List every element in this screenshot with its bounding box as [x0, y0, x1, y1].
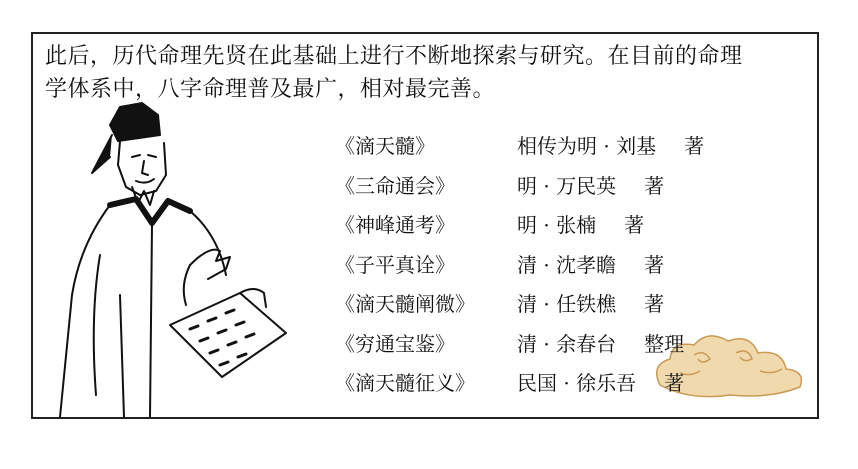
- list-item: [335, 283, 704, 323]
- book-role: 著: [644, 173, 665, 198]
- intro-line-1: 此后，历代命理先贤在此基础上进行不断地探索与研究。在目前的命理: [45, 44, 743, 69]
- book-title: 《三命通会》: [335, 173, 455, 198]
- book-author: 清 · 任铁樵: [517, 292, 617, 317]
- list-item: [335, 204, 704, 244]
- book-author: 民国 · 徐乐吾: [517, 371, 637, 396]
- list-item: [335, 244, 704, 284]
- book-role: 著: [644, 292, 665, 317]
- book-title: 《滴天髓阐微》: [335, 292, 475, 317]
- list-item: [335, 362, 704, 402]
- book-author: 清 · 余春台: [517, 331, 617, 356]
- list-item: [335, 323, 704, 363]
- book-title: 《穷通宝鉴》: [335, 331, 455, 356]
- book-title: 《子平真诠》: [335, 252, 455, 277]
- book-author: 明 · 万民英: [517, 173, 617, 198]
- list-item: [335, 125, 704, 165]
- scholar-illustration: [40, 95, 300, 417]
- book-title: 《滴天髓征义》: [335, 371, 475, 396]
- intro-line-2: 学体系中，八字命理普及最广，相对最完善。: [45, 77, 496, 102]
- book-role: 著: [684, 134, 705, 159]
- book-role: 著: [644, 252, 665, 277]
- classic-books-list: [335, 125, 704, 402]
- book-title: 《滴天髓》: [335, 134, 435, 159]
- book-role: 著: [664, 371, 685, 396]
- book-author: 相传为明 · 刘基: [517, 134, 657, 159]
- book-title: 《神峰通考》: [335, 213, 455, 238]
- book-author: 清 · 沈孝瞻: [517, 252, 617, 277]
- book-author: 明 · 张楠: [517, 213, 597, 238]
- list-item: [335, 165, 704, 205]
- book-role: 著: [624, 213, 645, 238]
- book-role: 整理: [644, 331, 685, 356]
